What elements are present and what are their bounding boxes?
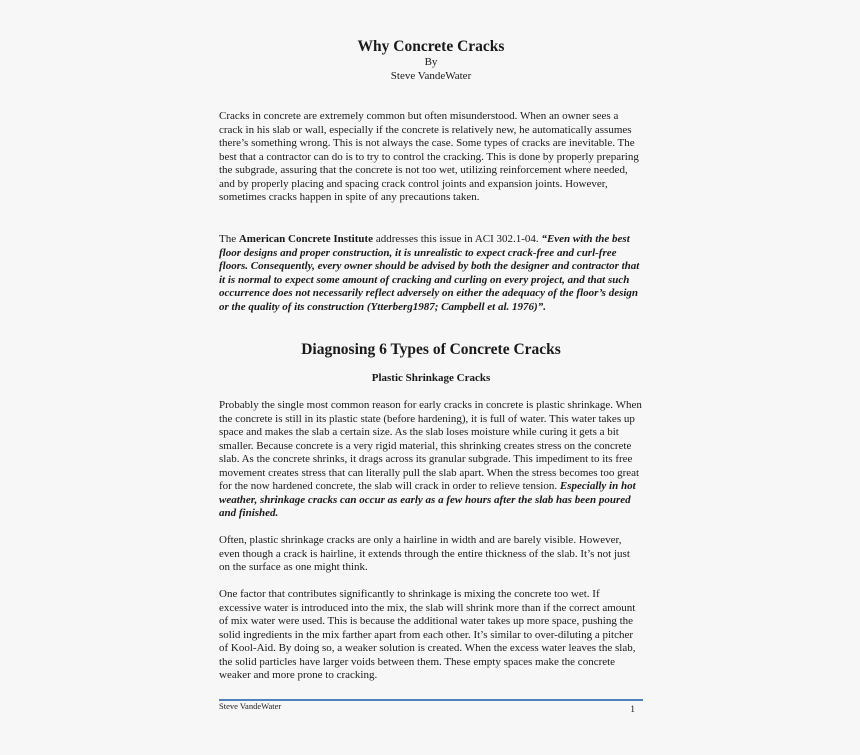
section-heading: Diagnosing 6 Types of Concrete Cracks (301, 341, 561, 358)
plastic-shrinkage-paragraph-2: Often, plastic shrinkage cracks are only a hairline in width and are barely visible. However, even though a crack is hairline, it extends through the entire thickness of the slab. It’s not just on the surface as one might think. (219, 534, 630, 573)
intro-paragraph: Cracks in concrete are extremely common but often misunderstood. When an owner sees a crack in his slab or wall, especially if the concrete is relatively new, he automatically assumes there’s something wrong. This is not always the case. Some types of cracks are inevitable. The best that a contractor can do is to try to control the cracking. This is done by properly preparing the subgrade, assuring that the concrete is not too wet, utilizing reinforcement where needed, and by properly placing and spacing crack control joints and expansion joints. However, sometimes cracks happen in spite of any precautions taken. (219, 110, 639, 203)
footer-rule (219, 699, 643, 701)
aci-lead-text: The (219, 233, 239, 245)
plastic-shrinkage-paragraph-3: One factor that contributes significantly to shrinkage is mixing the concrete too wet. If excessive water is introduced into the mix, the slab will shrink more than if the correct amount of mix water were used. This is because the additional water takes up more space, pushing the solid ingredients in the mix farther apart from each other. It’s similar to over-diluting a pitcher of Kool-Aid. By doing so, a weaker solution is created. When the excess water leaves the slab, the solid particles have larger voids between them. These empty spaces make the concrete weaker and more prone to cracking. (219, 588, 636, 681)
plastic-shrinkage-paragraph-1 (219, 399, 643, 521)
aci-organization-name: American Concrete Institute (238, 233, 374, 245)
aci-middle-text: addresses this issue in ACI 302.1-04. (373, 233, 542, 245)
plastic-p1-text: Probably the single most common reason for early cracks in concrete is plastic shrinkage. When the concrete is still in its plastic state (before hardening), it is full of water. This water takes up space and makes the slab a certain size. As the slab loses moisture while curing it gets a bit smaller. Because concrete is a very rigid material, this shrinking creates stress on the concrete slab. As the concrete shrinks, it drags across its granular subgrade. This impediment to its free movement creates stress that can literally pull the slab apart. When the stress becomes too great for the now hardened concrete, the slab will crack in order to relieve tension. (219, 399, 642, 492)
aci-paragraph (219, 233, 643, 314)
page-footer (219, 699, 643, 715)
document-title: Why Concrete Cracks (357, 38, 505, 55)
footer-page-number: 1 (630, 705, 635, 715)
byline-author: Steve VandeWater (390, 69, 472, 82)
plastic-p1-emphasis: Especially in hot weather, shrinkage cracks can occur as early as a few hours after the slab has been poured and finished. (219, 480, 636, 519)
byline-by: By (424, 56, 438, 68)
aci-quote: “Even with the best floor designs and proper construction, it is unrealistic to expect crack-free and curl-free floors. Consequently, every owner should be advised by both the designer and contractor that it is normal to expect some amount of cracking and curling on every project, and that such occurrence does not necessarily reflect adversely on either the adequacy of the floor’s design or the quality of its construction (Ytterberg1987; Campbell et al. 1976)”. (219, 233, 640, 313)
subsection-heading: Plastic Shrinkage Cracks (371, 372, 491, 384)
footer-author: Steve VandeWater (219, 701, 282, 711)
document-page (219, 38, 643, 681)
